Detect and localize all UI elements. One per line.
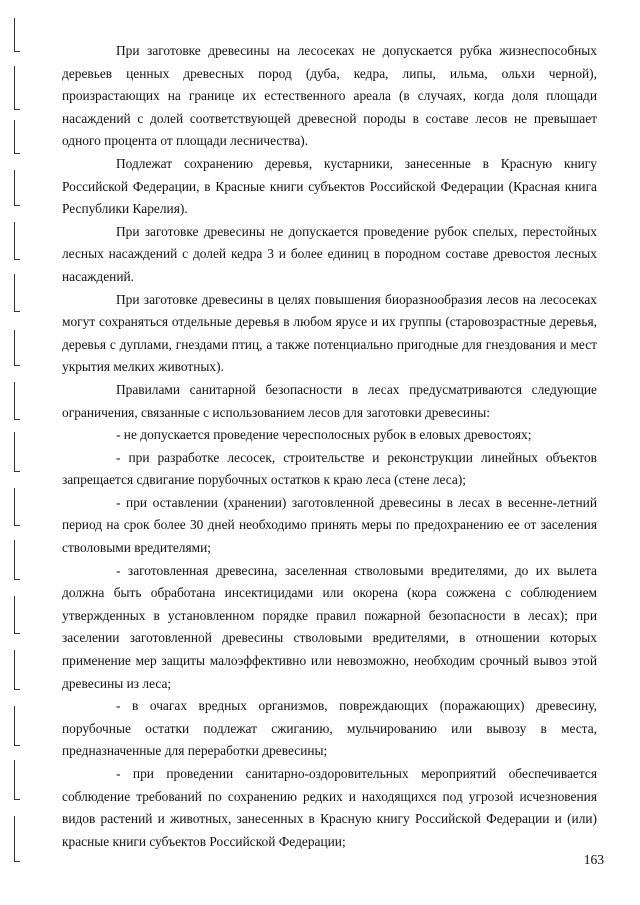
paragraph: Правилами санитарной безопасности в лесах предусматриваются следующие ограничения, связанные с использованием лесов для заготовки древесины:: [62, 381, 597, 420]
margin-tick: [14, 18, 15, 52]
margin-tick: [14, 488, 15, 526]
document-body: [62, 40, 597, 853]
paragraph: Подлежат сохранению деревья, кустарники, занесенные в Красную книгу Российской Федерации, в Красные книги субъектов Российской Федерации (Красная книга Республики Карелия).: [62, 155, 597, 217]
margin-tick: [14, 760, 15, 800]
margin-tick: [14, 222, 15, 260]
margin-tick: [14, 706, 15, 746]
margin-tick: [14, 540, 15, 580]
list-item: - в очагах вредных организмов, повреждающих (поражающих) древесину, порубочные остатки подлежат сжиганию, мульчированию или вывозу в места, предназначенные для переработки древесины;: [62, 698, 597, 759]
list-item: - при разработке лесосек, строительстве и реконструкции линейных объектов запрещается сдвигание порубочных остатков к краю леса (стене леса);: [62, 449, 597, 488]
margin-tick: [14, 816, 15, 862]
margin-tick: [14, 432, 15, 472]
paragraph: При заготовке древесины на лесосеках не допускается рубка жизнеспособных деревьев ценных древесных пород (дуба, кедра, липы, ильма, ольхи черной), произрастающих на границе их естественного ареала (в случаях, когда доля площади насаждений с долей соответствующей древесной породы в составе лесов не превышает одного процента от площади лесничества).: [62, 43, 597, 149]
list-item: - при оставлении (хранении) заготовленной древесины в лесах в весенне-летний период на срок более 30 дней необходимо принять меры по предохранению ее от заселения стволовыми вредителями;: [62, 494, 597, 556]
margin-tick: [14, 120, 15, 154]
list-item: - при проведении санитарно-оздоровительных мероприятий обеспечивается соблюдение требований по сохранению редких и находящихся под угрозой исчезновения видов растений и животных, занесенных в Красную книгу Российской Федерации и (или) красные книги субъектов Российской Федерации;: [62, 766, 597, 849]
paragraph: При заготовке древесины в целях повышения биоразнообразия лесов на лесосеках могут сохраняться отдельные деревья в любом ярусе и их группы (старовозрастные деревья, деревья с дуплами, гнездами птиц, а также потенциально пригодные для гнездования и мест укрытия мелких животных).: [62, 291, 597, 375]
margin-tick: [14, 66, 15, 110]
margin-tick: [14, 382, 15, 420]
binding-margin-marks: [0, 0, 22, 905]
margin-tick: [14, 274, 15, 312]
page-number: 163: [583, 852, 604, 867]
margin-tick: [14, 330, 15, 366]
margin-tick: [14, 170, 15, 206]
list-item: - не допускается проведение чересполосных рубок в еловых древостоях;: [116, 427, 532, 443]
list-item: - заготовленная древесина, заселенная стволовыми вредителями, до их вылета должна быть обработана инсектицидами или окорена (кора сожжена с соблюдением утвержденных в установленном порядке правил пожарной безопасности в лесах); при заселении заготовленной древесины стволовыми вредителями, в отношении которых применение мер защиты малоэффективно или невозможно, необходим срочный вывоз этой древесины из леса;: [62, 562, 597, 691]
paragraph: При заготовке древесины не допускается проведение рубок спелых, перестойных лесных насаждений с долей кедра 3 и более единиц в породном составе древостоя лесных насаждений.: [62, 223, 597, 284]
margin-tick: [14, 596, 15, 634]
margin-tick: [14, 650, 15, 690]
